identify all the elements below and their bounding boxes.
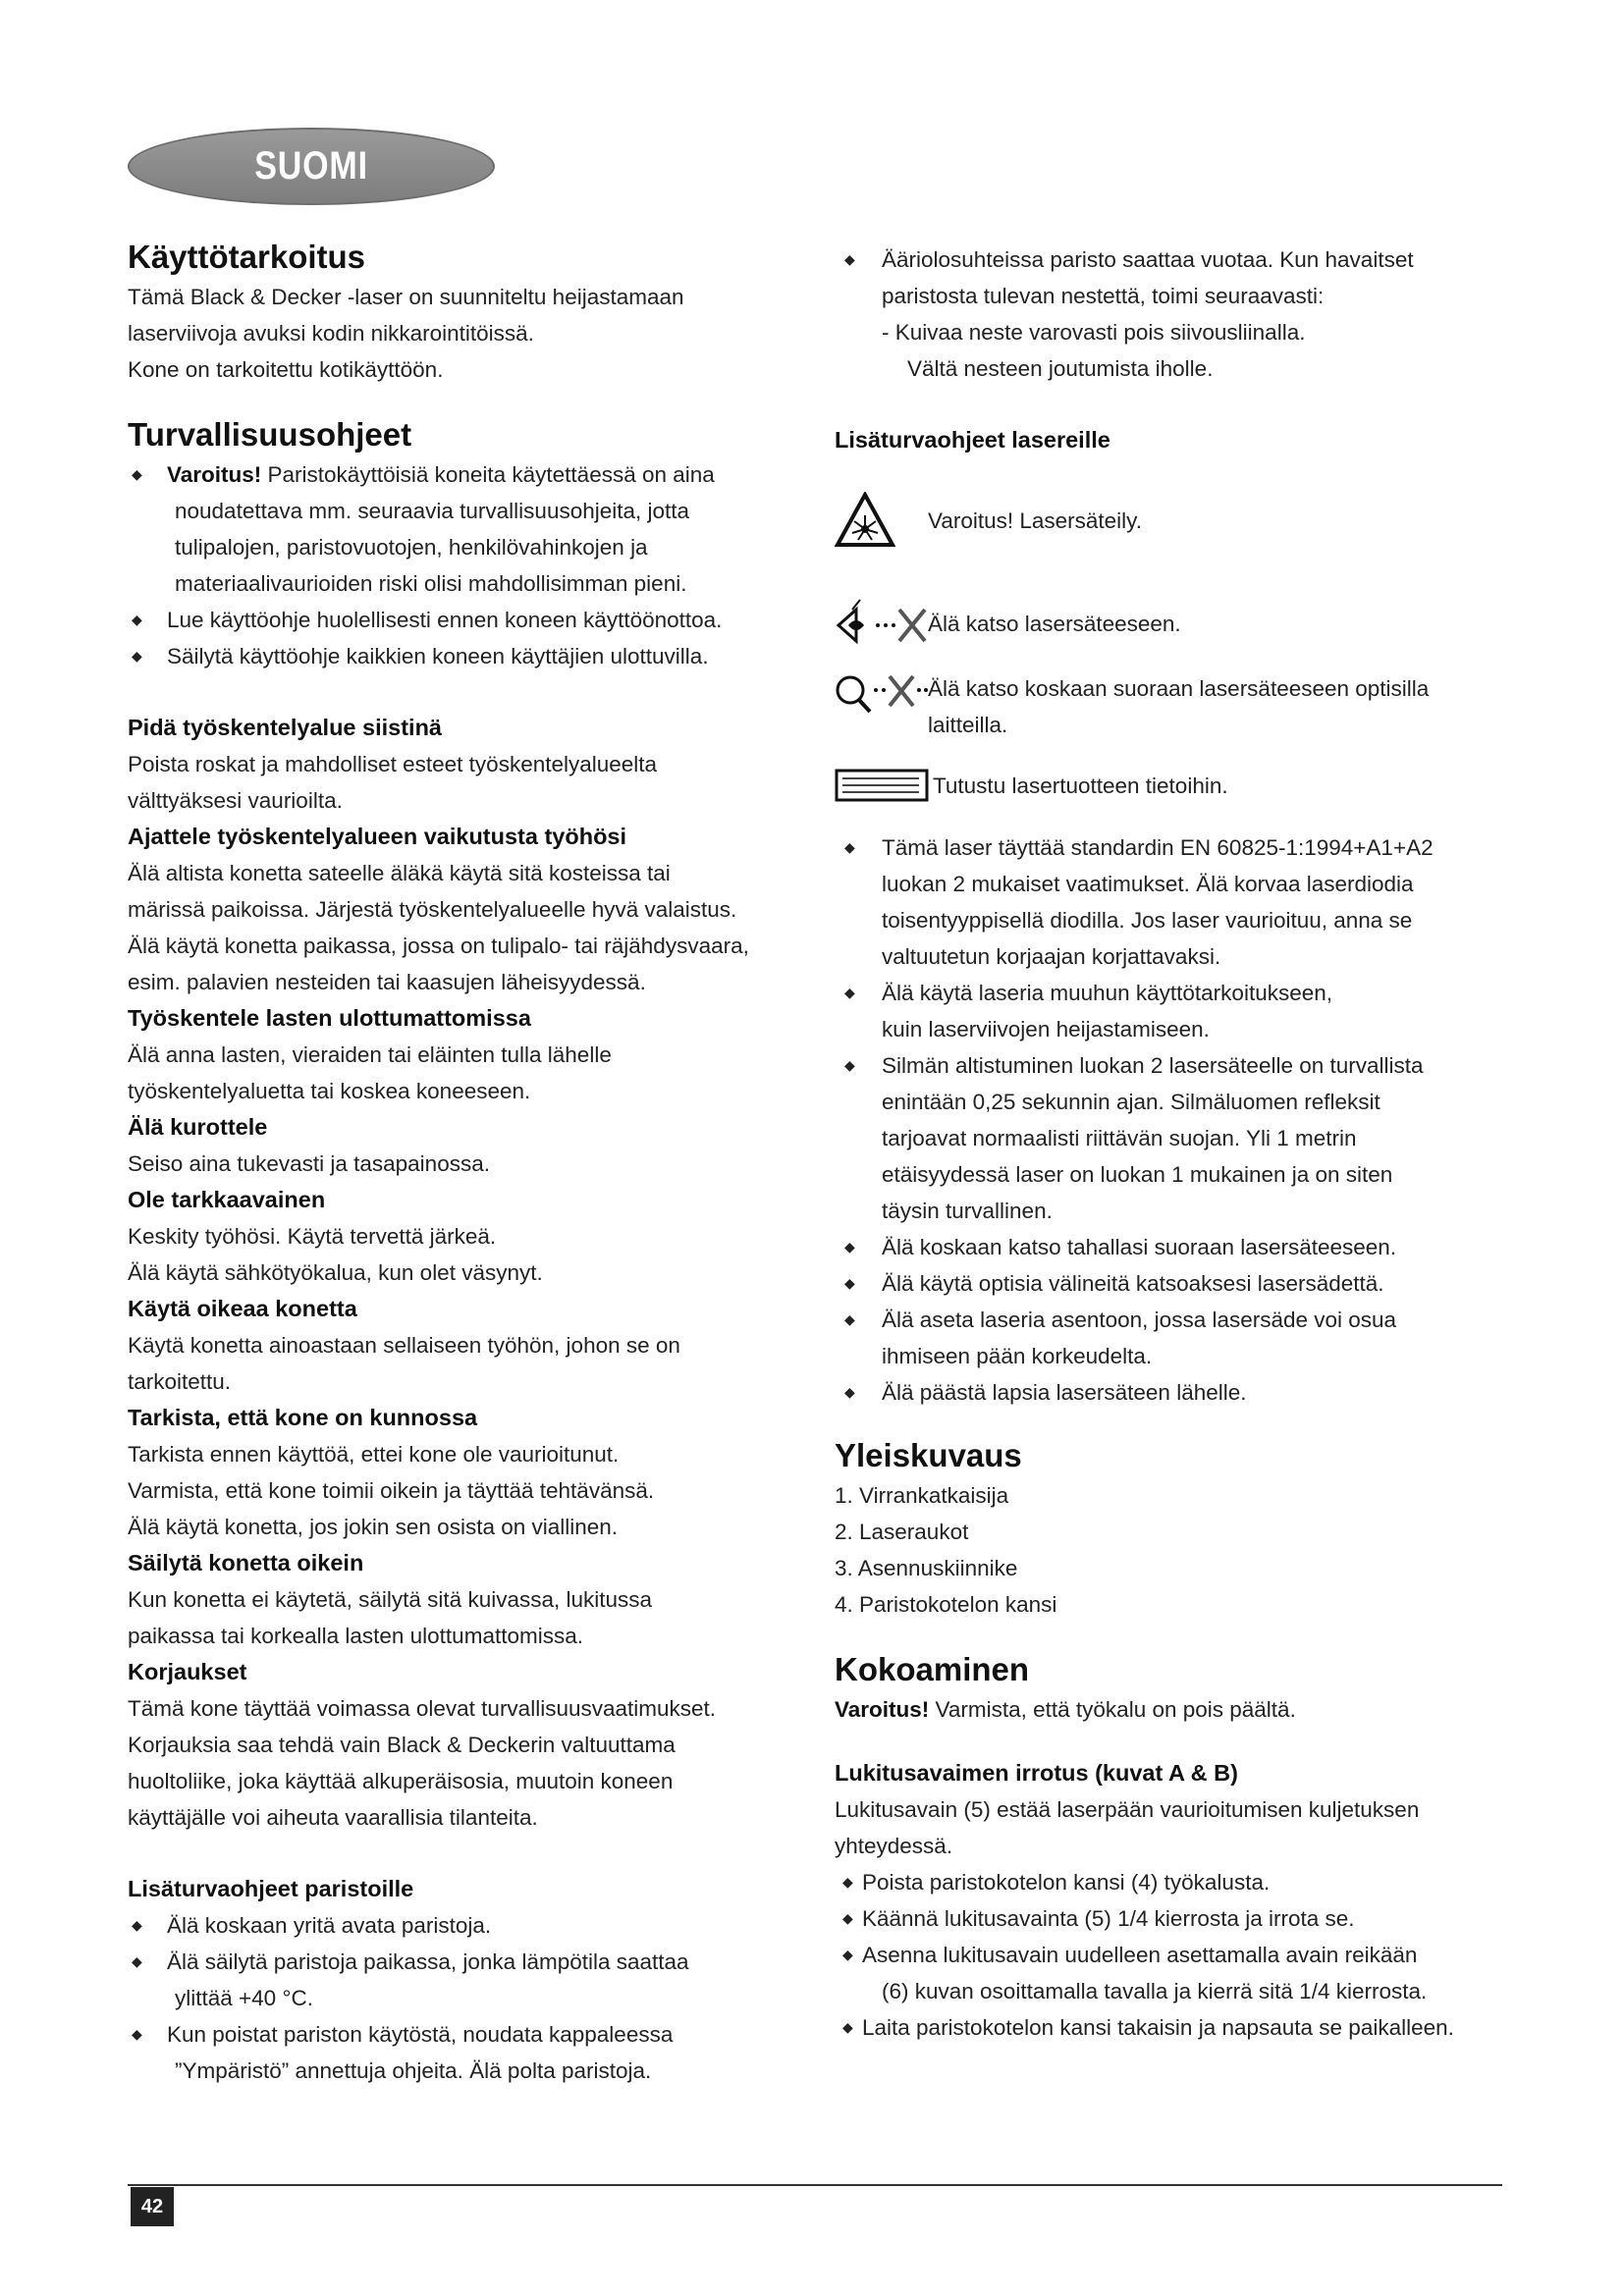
right-column xyxy=(835,236,1502,2046)
section-line: märissä paikoissa. Järjestä työskentelyalueelle hyvä valaistus. xyxy=(128,897,737,922)
battery-bullet: ◆ Kun poistat pariston käytöstä, noudata kappaleessa xyxy=(132,2022,674,2047)
section-title: Säilytä konetta oikein xyxy=(128,1550,364,1575)
icon-row-text: laitteilla. xyxy=(928,713,1008,737)
section-line: Seiso aina tukevasti ja tasapainossa. xyxy=(128,1151,490,1176)
laser-bullet-cont: ihmiseen pään korkeudelta. xyxy=(882,1344,1153,1368)
section-line: Tämä kone täyttää voimassa olevat turvallisuusvaatimukset. xyxy=(128,1696,717,1721)
section-title: Pidä työskentelyalue siistinä xyxy=(128,715,442,740)
laser-bullet: ◆ Älä päästä lapsia lasersäteen lähelle. xyxy=(844,1380,1247,1405)
lock-key-line: yhteydessä. xyxy=(835,1834,953,1858)
overview-item: 1. Virrankatkaisija xyxy=(835,1483,1009,1508)
assembly-bullet: ◆ Poista paristokotelon kansi (4) työkalusta. xyxy=(842,1870,1271,1895)
safety-warning: ◆ Varoitus! Paristokäyttöisiä koneita käytettäessä on aina xyxy=(132,462,715,487)
do-not-stare-row xyxy=(835,594,1502,653)
battery-bullet: ◆ Älä koskaan yritä avata paristoja. xyxy=(132,1913,492,1938)
laser-bullet-cont: tarjoavat normaalisti riittävän suojan. Yli 1 metrin xyxy=(882,1126,1357,1150)
section-line: Älä anna lasten, vieraiden tai eläinten tulla lähelle xyxy=(128,1042,612,1067)
footer-rule xyxy=(128,2184,1502,2186)
assembly-bullet: ◆ Asenna lukitusavain uudelleen asettamalla avain reikään xyxy=(842,1943,1418,1967)
section-line: työskentelyaluetta tai koskea koneeseen. xyxy=(128,1079,531,1103)
laser-bullet-cont: toisentyyppisellä diodilla. Jos laser vaurioituu, anna se xyxy=(882,908,1413,933)
intended-use-line: Tämä Black & Decker -laser on suunniteltu heijastamaan xyxy=(128,285,684,309)
laser-warning-row xyxy=(835,486,1502,555)
laser-bullet-cont: täysin turvallinen. xyxy=(882,1199,1053,1223)
warning-label: Varoitus! xyxy=(835,1697,930,1722)
section-title: Ajattele työskentelyalueen vaikutusta työhösi xyxy=(128,824,627,849)
laser-bullet-cont: kuin laserviivojen heijastamiseen. xyxy=(882,1017,1210,1041)
intended-use-title: Käyttötarkoitus xyxy=(128,239,366,275)
section-line: Älä käytä konetta, jos jokin sen osista on viallinen. xyxy=(128,1515,619,1539)
language-badge-label: SUOMI xyxy=(254,144,368,187)
laser-bullet: ◆ Älä aseta laseria asentoon, jossa lasersäde voi osua xyxy=(844,1308,1397,1332)
extreme-line: Vältä nesteen joutumista iholle. xyxy=(907,356,1214,381)
no-optics-row xyxy=(835,670,1502,743)
laser-bullet-cont: etäisyydessä laser on luokan 1 mukainen ja on siten xyxy=(882,1162,1393,1187)
section-line: välttyäksesi vaurioilta. xyxy=(128,788,343,813)
safety-title: Turvallisuusohjeet xyxy=(128,416,412,453)
icon-row-text: Älä katso lasersäteeseen. xyxy=(928,611,1181,636)
laser-bullet: ◆ Tämä laser täyttää standardin EN 60825-1:1994+A1+A2 xyxy=(844,835,1434,860)
laser-bullet-cont: enintään 0,25 sekunnin ajan. Silmäluomen refleksit xyxy=(882,1090,1380,1114)
assembly-title: Kokoaminen xyxy=(835,1651,1030,1687)
laser-bullet-cont: valtuutetun korjaajan korjattavaksi. xyxy=(882,944,1221,969)
section-title: Tarkista, että kone on kunnossa xyxy=(128,1405,478,1430)
language-badge xyxy=(128,128,495,205)
safety-bullet: ◆ Lue käyttöohje huolellisesti ennen koneen käyttöönottoa. xyxy=(132,608,723,632)
section-line: huoltoliike, joka käyttää alkuperäisosia, muutoin koneen xyxy=(128,1769,674,1793)
safety-warning-cont: noudatettava mm. seuraavia turvallisuusohjeita, jotta xyxy=(175,499,690,523)
section-line: Älä käytä sähkötyökalua, kun olet väsynyt. xyxy=(128,1260,543,1285)
laser-bullet: ◆ Silmän altistuminen luokan 2 lasersäteelle on turvallista xyxy=(844,1053,1424,1078)
section-line: tarkoitettu. xyxy=(128,1369,232,1394)
do-not-stare-icon xyxy=(835,596,928,651)
icon-row-text: Tutustu lasertuotteen tietoihin. xyxy=(933,773,1228,798)
safety-warning-cont: tulipalojen, paristovuotojen, henkilövahinkojen ja xyxy=(175,535,648,560)
section-line: Älä altista konetta sateelle äläkä käytä sitä kosteissa tai xyxy=(128,861,671,885)
lock-key-title: Lukitusavaimen irrotus (kuvat A & B) xyxy=(835,1760,1238,1786)
section-line: Kun konetta ei käytetä, säilytä sitä kuivassa, lukitussa xyxy=(128,1587,653,1612)
section-line: Varmista, että kone toimii oikein ja täyttää tehtävänsä. xyxy=(128,1478,655,1503)
section-line: Älä käytä konetta paikassa, jossa on tulipalo- tai räjähdysvaara, xyxy=(128,934,749,958)
section-title: Korjaukset xyxy=(128,1659,247,1684)
extreme-bullet: ◆ Ääriolosuhteissa paristo saattaa vuotaa. Kun havaitset xyxy=(844,247,1414,272)
no-optics-text xyxy=(928,670,1429,743)
safety-warning-cont: materiaalivaurioiden riski olisi mahdollisimman pieni. xyxy=(175,571,687,596)
left-column xyxy=(128,236,795,2089)
assembly-warning: Varoitus! Varmista, että työkalu on pois päältä. xyxy=(835,1697,1296,1722)
section-title: Ole tarkkaavainen xyxy=(128,1187,326,1212)
overview-title: Yleiskuvaus xyxy=(835,1437,1022,1473)
assembly-bullet: ◆ Käännä lukitusavainta (5) 1/4 kierrosta ja irrota se. xyxy=(842,1906,1355,1931)
section-title: Työskentele lasten ulottumattomissa xyxy=(128,1005,531,1031)
overview-item: 2. Laseraukot xyxy=(835,1520,969,1544)
safety-bullet: ◆ Säilytä käyttöohje kaikkien koneen käyttäjien ulottuvilla. xyxy=(132,644,709,668)
extreme-line: - Kuivaa neste varovasti pois siivousliinalla. xyxy=(882,320,1306,345)
assembly-bullet: ◆ Laita paristokotelon kansi takaisin ja napsauta se paikalleen. xyxy=(842,2015,1454,2040)
section-line: Käytä konetta ainoastaan sellaiseen työhön, johon se on xyxy=(128,1333,680,1358)
section-line: käyttäjälle voi aiheuta vaarallisia tilanteita. xyxy=(128,1805,538,1830)
lock-key-line: Lukitusavain (5) estää laserpään vaurioitumisen kuljetuksen xyxy=(835,1797,1420,1822)
section-title: Älä kurottele xyxy=(128,1114,268,1140)
laser-bullet: ◆ Älä koskaan katso tahallasi suoraan lasersäteeseen. xyxy=(844,1235,1397,1259)
laser-bullet: ◆ Älä käytä laseria muuhun käyttötarkoitukseen, xyxy=(844,981,1332,1005)
laser-label-row xyxy=(835,761,1502,810)
page-number: 42 xyxy=(131,2187,174,2226)
laser-label-icon xyxy=(835,769,933,802)
section-line: esim. palavien nesteiden tai kaasujen läheisyydessä. xyxy=(128,970,646,994)
section-line: Tarkista ennen käyttöä, ettei kone ole vaurioitunut. xyxy=(128,1442,620,1467)
battery-bullet-cont: ylittää +40 °C. xyxy=(175,1986,313,2010)
section-line: paikassa tai korkealla lasten ulottumattomissa. xyxy=(128,1624,583,1648)
section-line: Korjauksia saa tehdä vain Black & Deckerin valtuuttama xyxy=(128,1733,676,1757)
laser-bullet-cont: luokan 2 mukaiset vaatimukset. Älä korvaa laserdiodia xyxy=(882,872,1414,896)
icon-row-text: Älä katso koskaan suoraan lasersäteeseen optisilla xyxy=(928,676,1430,701)
section-line: Keskity työhösi. Käytä tervettä järkeä. xyxy=(128,1224,497,1249)
icon-row-text: Varoitus! Lasersäteily. xyxy=(928,507,1143,533)
battery-bullet: ◆ Älä säilytä paristoja paikassa, jonka lämpötila saattaa xyxy=(132,1949,689,1974)
battery-bullet-cont: ”Ympäristö” annettuja ohjeita. Älä polta paristoja. xyxy=(175,2058,652,2083)
extreme-line: paristosta tulevan nestettä, toimi seuraavasti: xyxy=(882,284,1325,308)
laser-bullet: ◆ Älä käytä optisia välineitä katsoaksesi lasersädettä. xyxy=(844,1271,1384,1296)
overview-item: 4. Paristokotelon kansi xyxy=(835,1592,1057,1617)
intended-use-line: Kone on tarkoitettu kotikäyttöön. xyxy=(128,357,444,382)
section-line: Poista roskat ja mahdolliset esteet työskentelyalueelta xyxy=(128,752,658,776)
assembly-bullet-cont: (6) kuvan osoittamalla tavalla ja kierrä sitä 1/4 kierrosta. xyxy=(882,1979,1428,2003)
warning-label: Varoitus! xyxy=(167,462,262,487)
battery-title: Lisäturvaohjeet paristoille xyxy=(128,1876,414,1901)
laser-title: Lisäturvaohjeet lasereille xyxy=(835,427,1110,453)
overview-item: 3. Asennuskiinnike xyxy=(835,1556,1018,1580)
no-optical-instruments-icon xyxy=(835,670,928,716)
laser-warning-triangle-icon xyxy=(835,492,928,549)
section-title: Käytä oikeaa konetta xyxy=(128,1296,357,1321)
intended-use-line: laserviivoja avuksi kodin nikkarointitöissä. xyxy=(128,321,534,346)
